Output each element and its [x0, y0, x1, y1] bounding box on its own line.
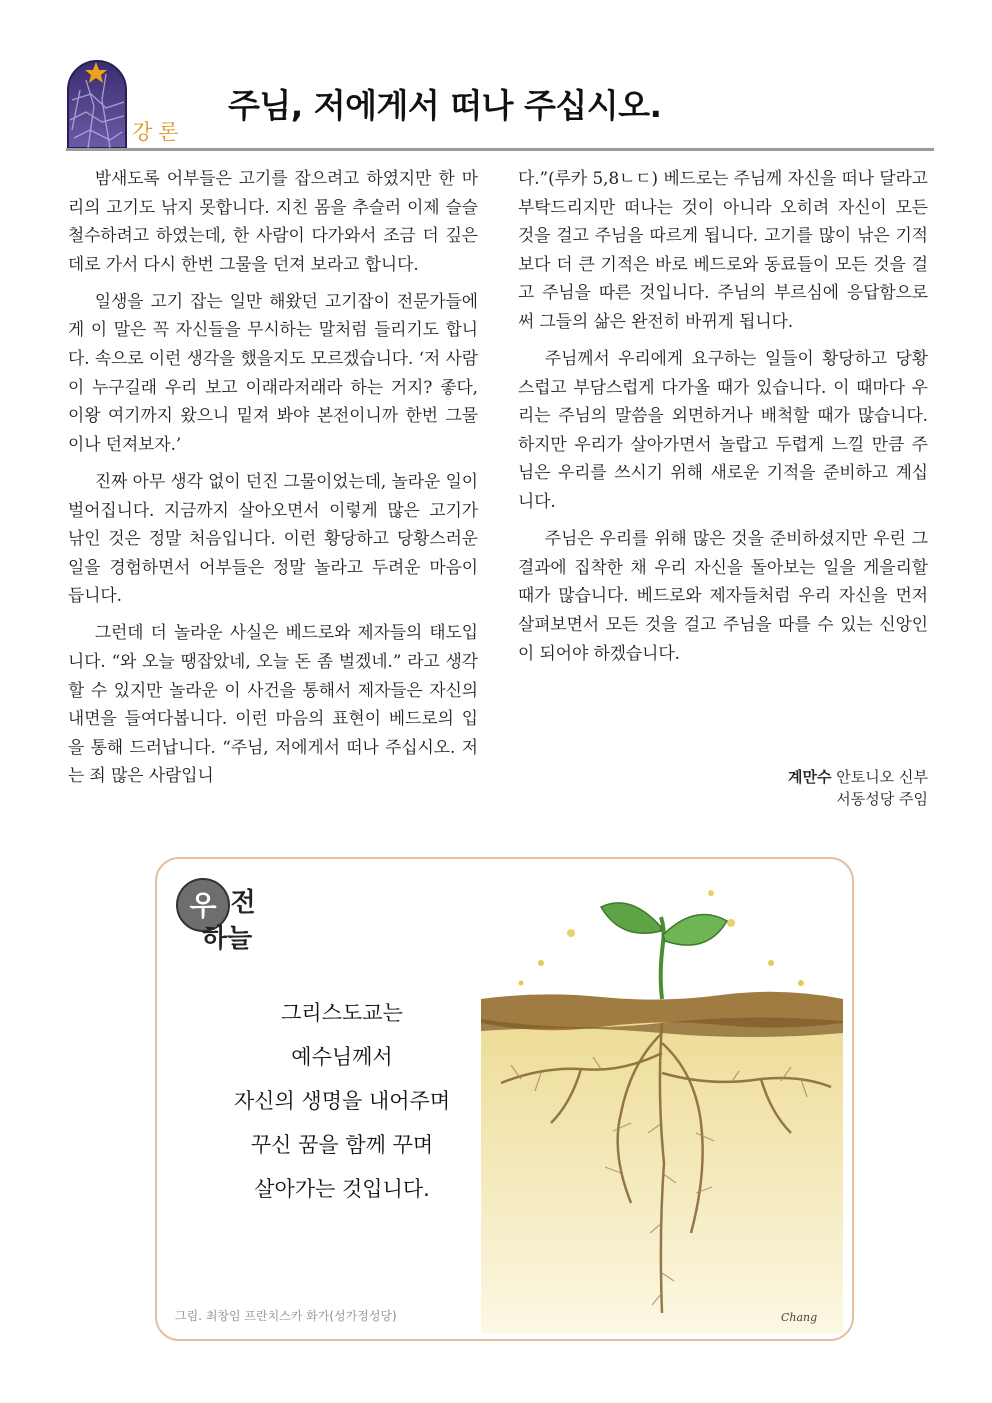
- section-label: 강론: [132, 120, 185, 144]
- article-paragraph: 일생을 고기 잡는 일만 해왔던 고기잡이 전문가들에게 이 말은 꼭 자신들을 무시하는 말처럼 들리기도 합니다. 속으로 이런 생각을 했을지도 모르겠습니다. ‘저 사람이 누구길래 우리 보고 이래라저래라 하는 거지? 좋다, 이왕 여기까지 왔으니 밑져 봐야 본전이니까 한번 그물이나 던져보자.’: [68, 290, 478, 454]
- article-paragraph: 주님께서 우리에게 요구하는 일들이 황당하고 당황스럽고 부담스럽게 다가올 때가 있습니다. 이 때마다 우리는 주님의 말씀을 외면하거나 배척할 때가 많습니다. 하지만 우리가 살아가면서 놀랍고 두렵게 느낄 만큼 주님은 우리를 쓰시기 위해 새로운 기적을 준비하고 계십니다.: [518, 348, 928, 512]
- sprout-roots-illustration: [481, 873, 843, 1333]
- poster-poem: [197, 991, 487, 1211]
- article-paragraph: 주님은 우리를 위해 많은 것을 준비하셨지만 우린 그 결과에 집착한 채 우리 자신을 돌아보는 일을 게을리할 때가 많습니다. 베드로와 제자들처럼 우리 자신을 먼저 살펴보면서 모든 것을 걸고 주님을 따를 수 있는 신앙인이 되어야 하겠습니다.: [518, 528, 928, 663]
- article-paragraph: 밤새도록 어부들은 고기를 잡으려고 하였지만 한 마리의 고기도 낚지 못합니다. 지친 몸을 추슬러 이제 슬슬 철수하려고 하였는데, 한 사람이 다가와서 조금 더 깊은 데로 가서 다시 한번 그물을 던져 보라고 합니다.: [68, 168, 478, 274]
- poem-line: 자신의 생명을 내어주며: [233, 1089, 451, 1113]
- article-paragraph: 그런데 더 놀라운 사실은 베드로와 제자들의 태도입니다. “와 오늘 땡잡았네, 오늘 돈 좀 벌겠네.” 라고 생각할 수 있지만 놀라운 이 사건을 통해서 제자들은 자신의 내면을 들여다봅니다. 이런 마음의 표현이 베드로의 입을 통해 드러납니다. “주님, 저에게서 떠나 주십시오. 저는 죄 많은 사람입니: [68, 622, 478, 786]
- article-right-column: [518, 164, 928, 676]
- article-left-column: [68, 164, 478, 798]
- svg-text:전: 전: [230, 888, 256, 918]
- calligraphy-stamp-logo: [173, 875, 283, 955]
- author-name: 계만수: [788, 768, 832, 786]
- poem-line: 그리스도교는: [281, 1001, 403, 1025]
- author-signature: [788, 766, 928, 810]
- article-paragraph: 진짜 아무 생각 없이 던진 그물이었는데, 놀라운 일이 벌어집니다. 지금까지 살아오면서 이렇게 많은 고기가 낚인 것은 정말 처음입니다. 이런 황당하고 당황스러운 일을 경험하면서 어부들은 정말 놀라고 두려운 마음이 듭니다.: [68, 470, 478, 606]
- header-divider: [66, 148, 934, 151]
- poem-line: 살아가는 것입니다.: [254, 1177, 430, 1201]
- svg-text:우: 우: [189, 889, 217, 922]
- poem-line: 예수님께서: [291, 1045, 393, 1069]
- artist-signature: Chang: [781, 1311, 818, 1324]
- illustration-poster: [155, 857, 854, 1341]
- illustration-caption: 그림. 최창임 프란치스카 화가(성가정성당): [175, 1309, 397, 1323]
- poem-line: 꾸신 꿈을 함께 꾸며: [250, 1133, 434, 1157]
- page-title: 주님, 저에게서 떠나 주십시오.: [228, 86, 662, 125]
- author-title: 안토니오 신부: [836, 768, 928, 786]
- svg-text:하늘: 하늘: [201, 924, 253, 954]
- header: [66, 58, 934, 152]
- stained-glass-window-icon: [66, 60, 128, 148]
- author-role: 서동성당 주임: [836, 790, 928, 808]
- article-paragraph-continuation: 다.”(루카 5,8ㄴㄷ) 베드로는 주님께 자신을 떠나 달라고 부탁드리지만 떠나는 것이 아니라 오히려 자신이 모든 것을 걸고 주님을 따르게 됩니다. 고기를 많이 낚은 기적보다 더 큰 기적은 바로 베드로와 동료들이 모든 것을 걸고 주님을 따른 것입니다. 주님의 부르심에 응답함으로써 그들의 삶은 완전히 바뀌게 됩니다.: [518, 168, 928, 331]
